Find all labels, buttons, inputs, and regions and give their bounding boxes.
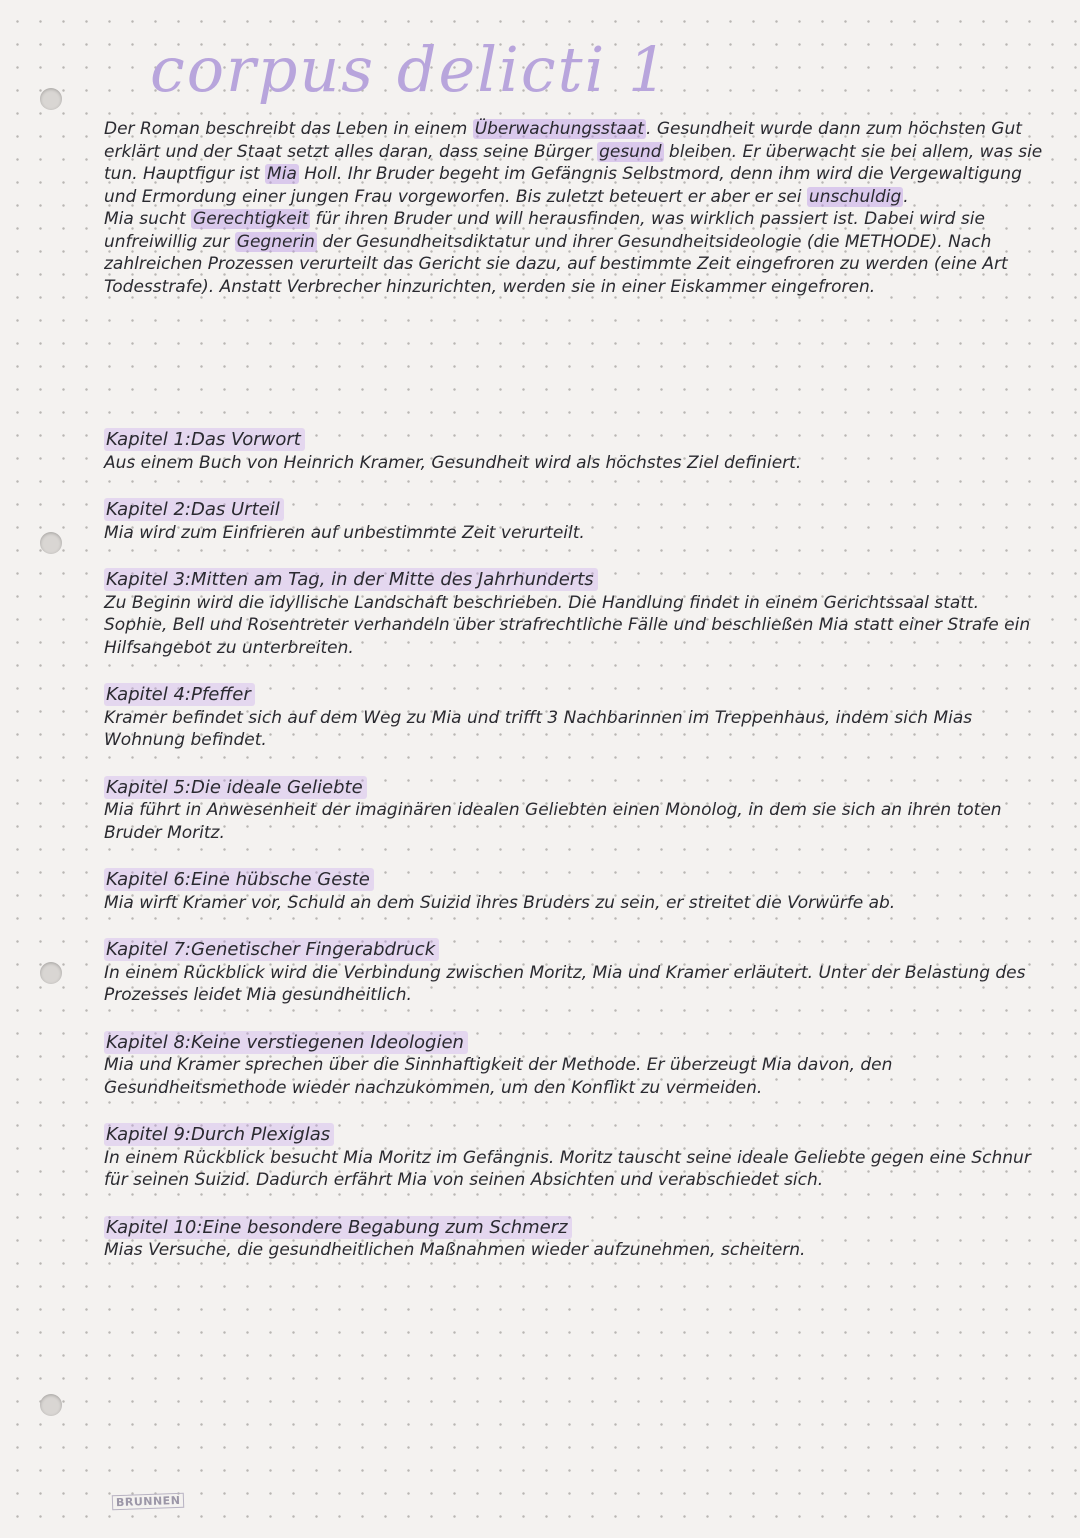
chapter-summary: Mia wirft Kramer vor, Schuld an dem Suizid ihres Bruders zu sein, er streitet die Vorwürfe ab. <box>104 892 896 913</box>
highlight-term: unschuldig <box>808 186 902 207</box>
chapter-7 <box>104 938 1044 1007</box>
chapter-2 <box>104 498 1044 544</box>
chapter-number: Kapitel 9: <box>106 1124 191 1145</box>
chapter-heading <box>104 683 255 706</box>
chapter-list <box>104 428 1044 1286</box>
highlight-term: Gegnerin <box>236 231 315 252</box>
chapter-number: Kapitel 8: <box>106 1031 191 1053</box>
punch-hole <box>40 532 62 554</box>
chapter-title: Das Urteil <box>191 499 280 520</box>
chapter-heading <box>104 498 284 521</box>
chapter-heading <box>104 1123 334 1146</box>
chapter-title: Mitten am Tag, in der Mitte des Jahrhunderts <box>191 569 594 590</box>
chapter-3 <box>104 568 1044 659</box>
chapter-heading <box>104 428 305 451</box>
chapter-summary: Kramer befindet sich auf dem Weg zu Mia und trifft 3 Nachbarinnen im Treppenhaus, indem sich Mias Wohnung befindet. <box>104 707 973 750</box>
chapter-5 <box>104 776 1044 845</box>
punch-hole <box>40 88 62 110</box>
chapter-heading <box>104 868 374 891</box>
chapter-title: Durch Plexiglas <box>191 1124 331 1145</box>
chapter-heading <box>104 938 439 961</box>
page-title: corpus delicti 1 <box>150 33 670 106</box>
intro-text: für ihren Bruder und will herausfinden, was wirklich passiert ist. Dabei wird sie unfreiwillig zur <box>104 209 985 252</box>
intro-text: der Gesundheitsdiktatur und ihrer Gesundheitsideologie (die METHODE). Nach zahlreichen Prozessen verurteilt das Gericht sie dazu, auf bestimmte Zeit eingefroren zu werden (eine Art Todesstrafe). Anstatt Verbrecher hinzurichten, werden sie in einer Eiskammer eingefroren. <box>104 231 1008 297</box>
chapter-title: Eine hübsche Geste <box>191 869 370 890</box>
chapter-summary: In einem Rückblick wird die Verbindung zwischen Moritz, Mia und Kramer erläutert. Unter der Belastung des Prozesses leidet Mia gesundheitlich. <box>104 962 1026 1005</box>
intro-text: Mia sucht <box>104 209 192 229</box>
chapter-heading <box>104 1216 572 1239</box>
chapter-summary: Mia und Kramer sprechen über die Sinnhaftigkeit der Methode. Er überzeugt Mia davon, den Gesundheitsmethode wieder nachzukommen, um den Konflikt zu vermeiden. <box>104 1055 893 1098</box>
brand-stamp: BRUNNEN <box>112 1493 185 1511</box>
chapter-heading <box>104 568 598 591</box>
chapter-heading <box>104 776 367 799</box>
chapter-title: Das Vorwort <box>191 429 301 450</box>
chapter-title: Die ideale Geliebte <box>191 776 363 798</box>
punch-hole <box>40 1394 62 1416</box>
chapter-summary: Aus einem Buch von Heinrich Kramer, Gesundheit wird als höchstes Ziel definiert. <box>104 452 802 473</box>
chapter-title: Pfeffer <box>191 684 251 705</box>
chapter-9 <box>104 1123 1044 1192</box>
chapter-title: Eine besondere Begabung zum Schmerz <box>202 1216 568 1238</box>
intro-paragraph-1 <box>104 118 1044 208</box>
chapter-title: Genetischer Fingerabdruck <box>191 939 436 960</box>
intro-text: Der Roman beschreibt das Leben in einem <box>104 119 473 139</box>
intro-text: Holl. Ihr Bruder begeht im Gefängnis Selbstmord, denn ihm wird die Vergewaltigung und Ermordung einer jungen Frau vorgeworfen. Bis zuletzt beteuert er aber er sei <box>104 164 1022 207</box>
chapter-number: Kapitel 1: <box>106 429 191 450</box>
intro-text: . <box>903 186 909 207</box>
chapter-number: Kapitel 7: <box>106 939 191 960</box>
chapter-8 <box>104 1031 1044 1100</box>
chapter-heading <box>104 1031 468 1054</box>
chapter-number: Kapitel 2: <box>106 499 191 520</box>
intro-paragraph-2 <box>104 208 1044 298</box>
intro-text: . Gesundheit wurde dann zum höchsten Gut erklärt und der Staat setzt alles daran, dass seine Bürger <box>104 119 1022 162</box>
highlight-term: Gerechtigkeit <box>193 209 309 229</box>
highlight-term: gesund <box>599 141 662 162</box>
chapter-1 <box>104 428 1044 474</box>
chapter-summary: Mias Versuche, die gesundheitlichen Maßnahmen wieder aufzunehmen, scheitern. <box>104 1240 806 1260</box>
chapter-title: Keine verstiegenen Ideologien <box>191 1031 464 1053</box>
chapter-number: Kapitel 6: <box>106 869 191 890</box>
chapter-6 <box>104 868 1044 914</box>
chapter-summary: Mia wird zum Einfrieren auf unbestimmte Zeit verurteilt. <box>104 522 585 543</box>
punch-hole <box>40 962 62 984</box>
chapter-number: Kapitel 5: <box>106 776 191 798</box>
chapter-summary: In einem Rückblick besucht Mia Moritz im Gefängnis. Moritz tauscht seine ideale Geliebte gegen eine Schnur für seinen Suizid. Dadurch erfährt Mia von seinen Absichten und verabschiedet sich. <box>104 1147 1031 1190</box>
chapter-summary: Zu Beginn wird die idyllische Landschaft beschrieben. Die Handlung findet in einem Gerichtssaal statt. Sophie, Bell und Rosentreter verhandeln über strafrechtliche Fälle und beschließen Mia statt einer Strafe ein Hilfsangebot zu unterbreiten. <box>104 592 1031 658</box>
intro-text: bleiben. Er überwacht sie bei allem, was sie tun. Hauptfigur ist <box>104 141 1043 184</box>
highlight-term: Überwachungsstaat <box>474 119 645 139</box>
chapter-summary: Mia führt in Anwesenheit der imaginären idealen Geliebten einen Monolog, in dem sie sich an ihren toten Bruder Moritz. <box>104 800 1002 843</box>
chapter-10 <box>104 1216 1044 1262</box>
chapter-number: Kapitel 10: <box>106 1216 203 1238</box>
chapter-number: Kapitel 3: <box>106 569 191 590</box>
chapter-number: Kapitel 4: <box>106 684 191 705</box>
chapter-4 <box>104 683 1044 752</box>
highlight-term: Mia <box>267 164 297 184</box>
intro-section <box>104 118 1044 298</box>
